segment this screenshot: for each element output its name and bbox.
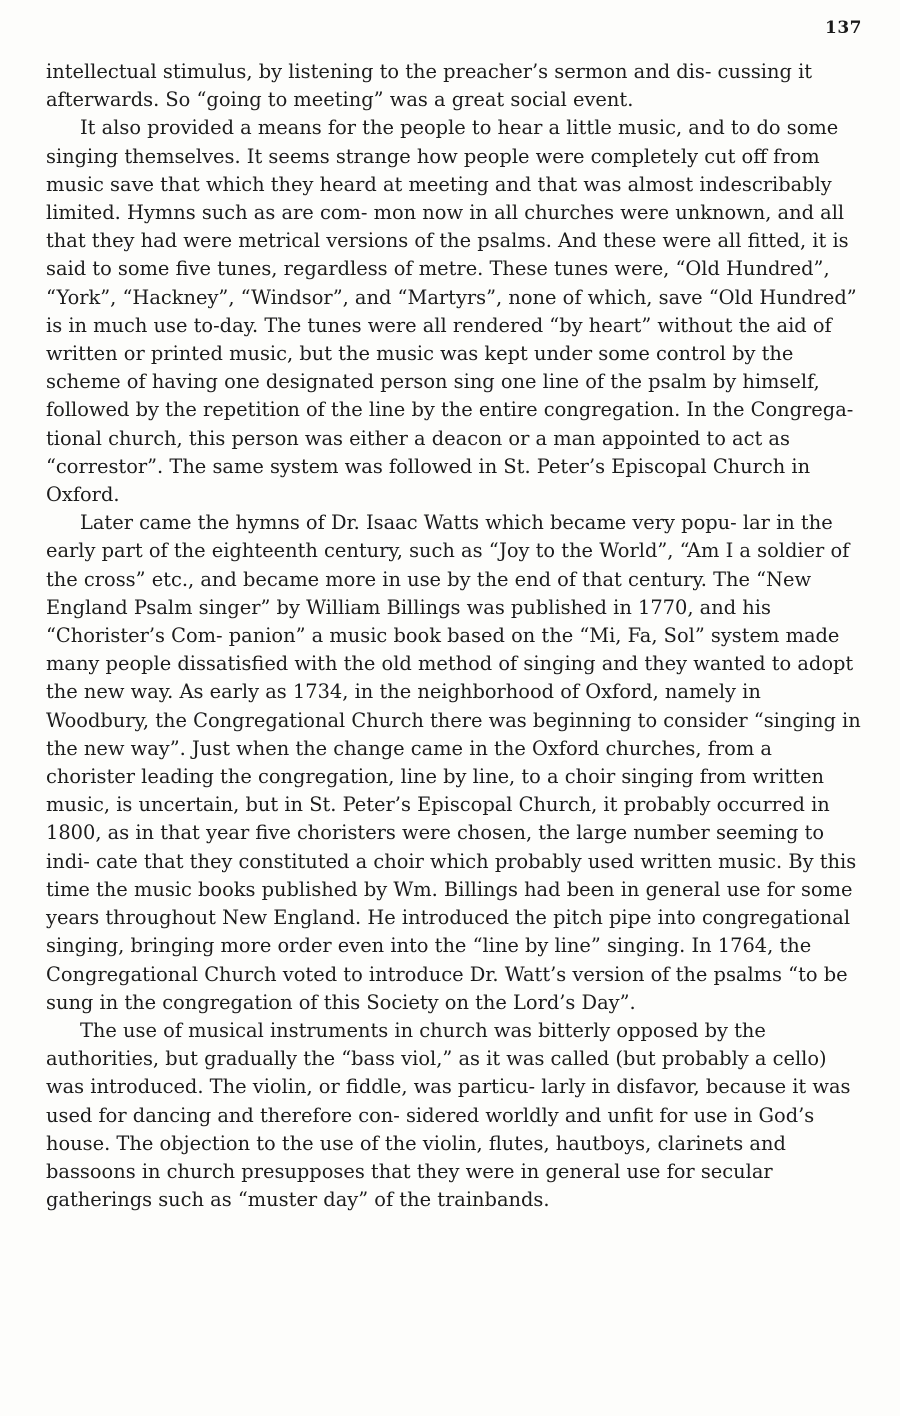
paragraph-continuation: intellectual stimulus, by listening to the preacher’s sermon and dis- cussing it afterwards. So “going to meeting” was a great social event. (46, 60, 813, 112)
page-number: 137 (825, 18, 862, 38)
paragraph-musical-instruments: The use of musical instruments in church was bitterly opposed by the authorities, but gradually the “bass viol,” as it was called (but probably a cello) was introduced. The violin, or fiddle, was particu- larly in disfavor, because it was used for dancing and therefore con- sidered worldly and unfit for use in God’s house. The objection to the use of the violin, flutes, hautboys, clarinets and bassoons in church presupposes that they were in general use for secular gatherings such as “muster day” of the trainbands. (46, 1018, 851, 1212)
body-text (46, 58, 864, 1214)
paragraph-music-and-psalms: It also provided a means for the people to hear a little music, and to do some singing themselves. It seems strange how people were completely cut off from music save that which they heard at meeting and that was almost indescribably limited. Hymns such as are com- mon now in all churches were unknown, and all that they had were metrical versions of the psalms. And these were all fitted, it is said to some five tunes, regardless of metre. These tunes were, “Old Hundred”, “York”, “Hackney”, “Windsor”, and “Martyrs”, none of which, save “Old Hundred” is in much use to-day. The tunes were all rendered “by heart” without the aid of written or printed music, but the music was kept under some control by the scheme of having one designated person sing one line of the psalm by himself, followed by the repetition of the line by the entire congregation. In the Congrega- tional church, this person was either a deacon or a man appointed to act as “correstor”. The same system was followed in St. Peter’s Episcopal Church in Oxford. (46, 116, 857, 507)
paragraph-hymns-of-watts: Later came the hymns of Dr. Isaac Watts which became very popu- lar in the early part of the eighteenth century, such as “Joy to the World”, “Am I a soldier of the cross” etc., and became more in use by the end of that century. The “New England Psalm singer” by William Billings was published in 1770, and his “Chorister’s Com- panion” a music book based on the “Mi, Fa, Sol” system made many people dissatisfied with the old method of singing and they wanted to adopt the new way. As early as 1734, in the neighborhood of Oxford, namely in Woodbury, the Congregational Church there was beginning to consider “singing in the new way”. Just when the change came in the Oxford churches, from a chorister leading the congregation, line by line, to a choir singing from written music, is uncertain, but in St. Peter’s Episcopal Church, it probably occurred in 1800, as in that year five choristers were chosen, the large number seeming to indi- cate that they constituted a choir which probably used written music. By this time the music books published by Wm. Billings had been in general use for some years throughout New England. He introduced the pitch pipe into congregational singing, bringing more order even into the “line by line” singing. In 1764, the Congregational Church voted to introduce Dr. Watt’s version of the psalms “to be sung in the congregation of this Society on the Lord’s Day”. (46, 511, 861, 1014)
